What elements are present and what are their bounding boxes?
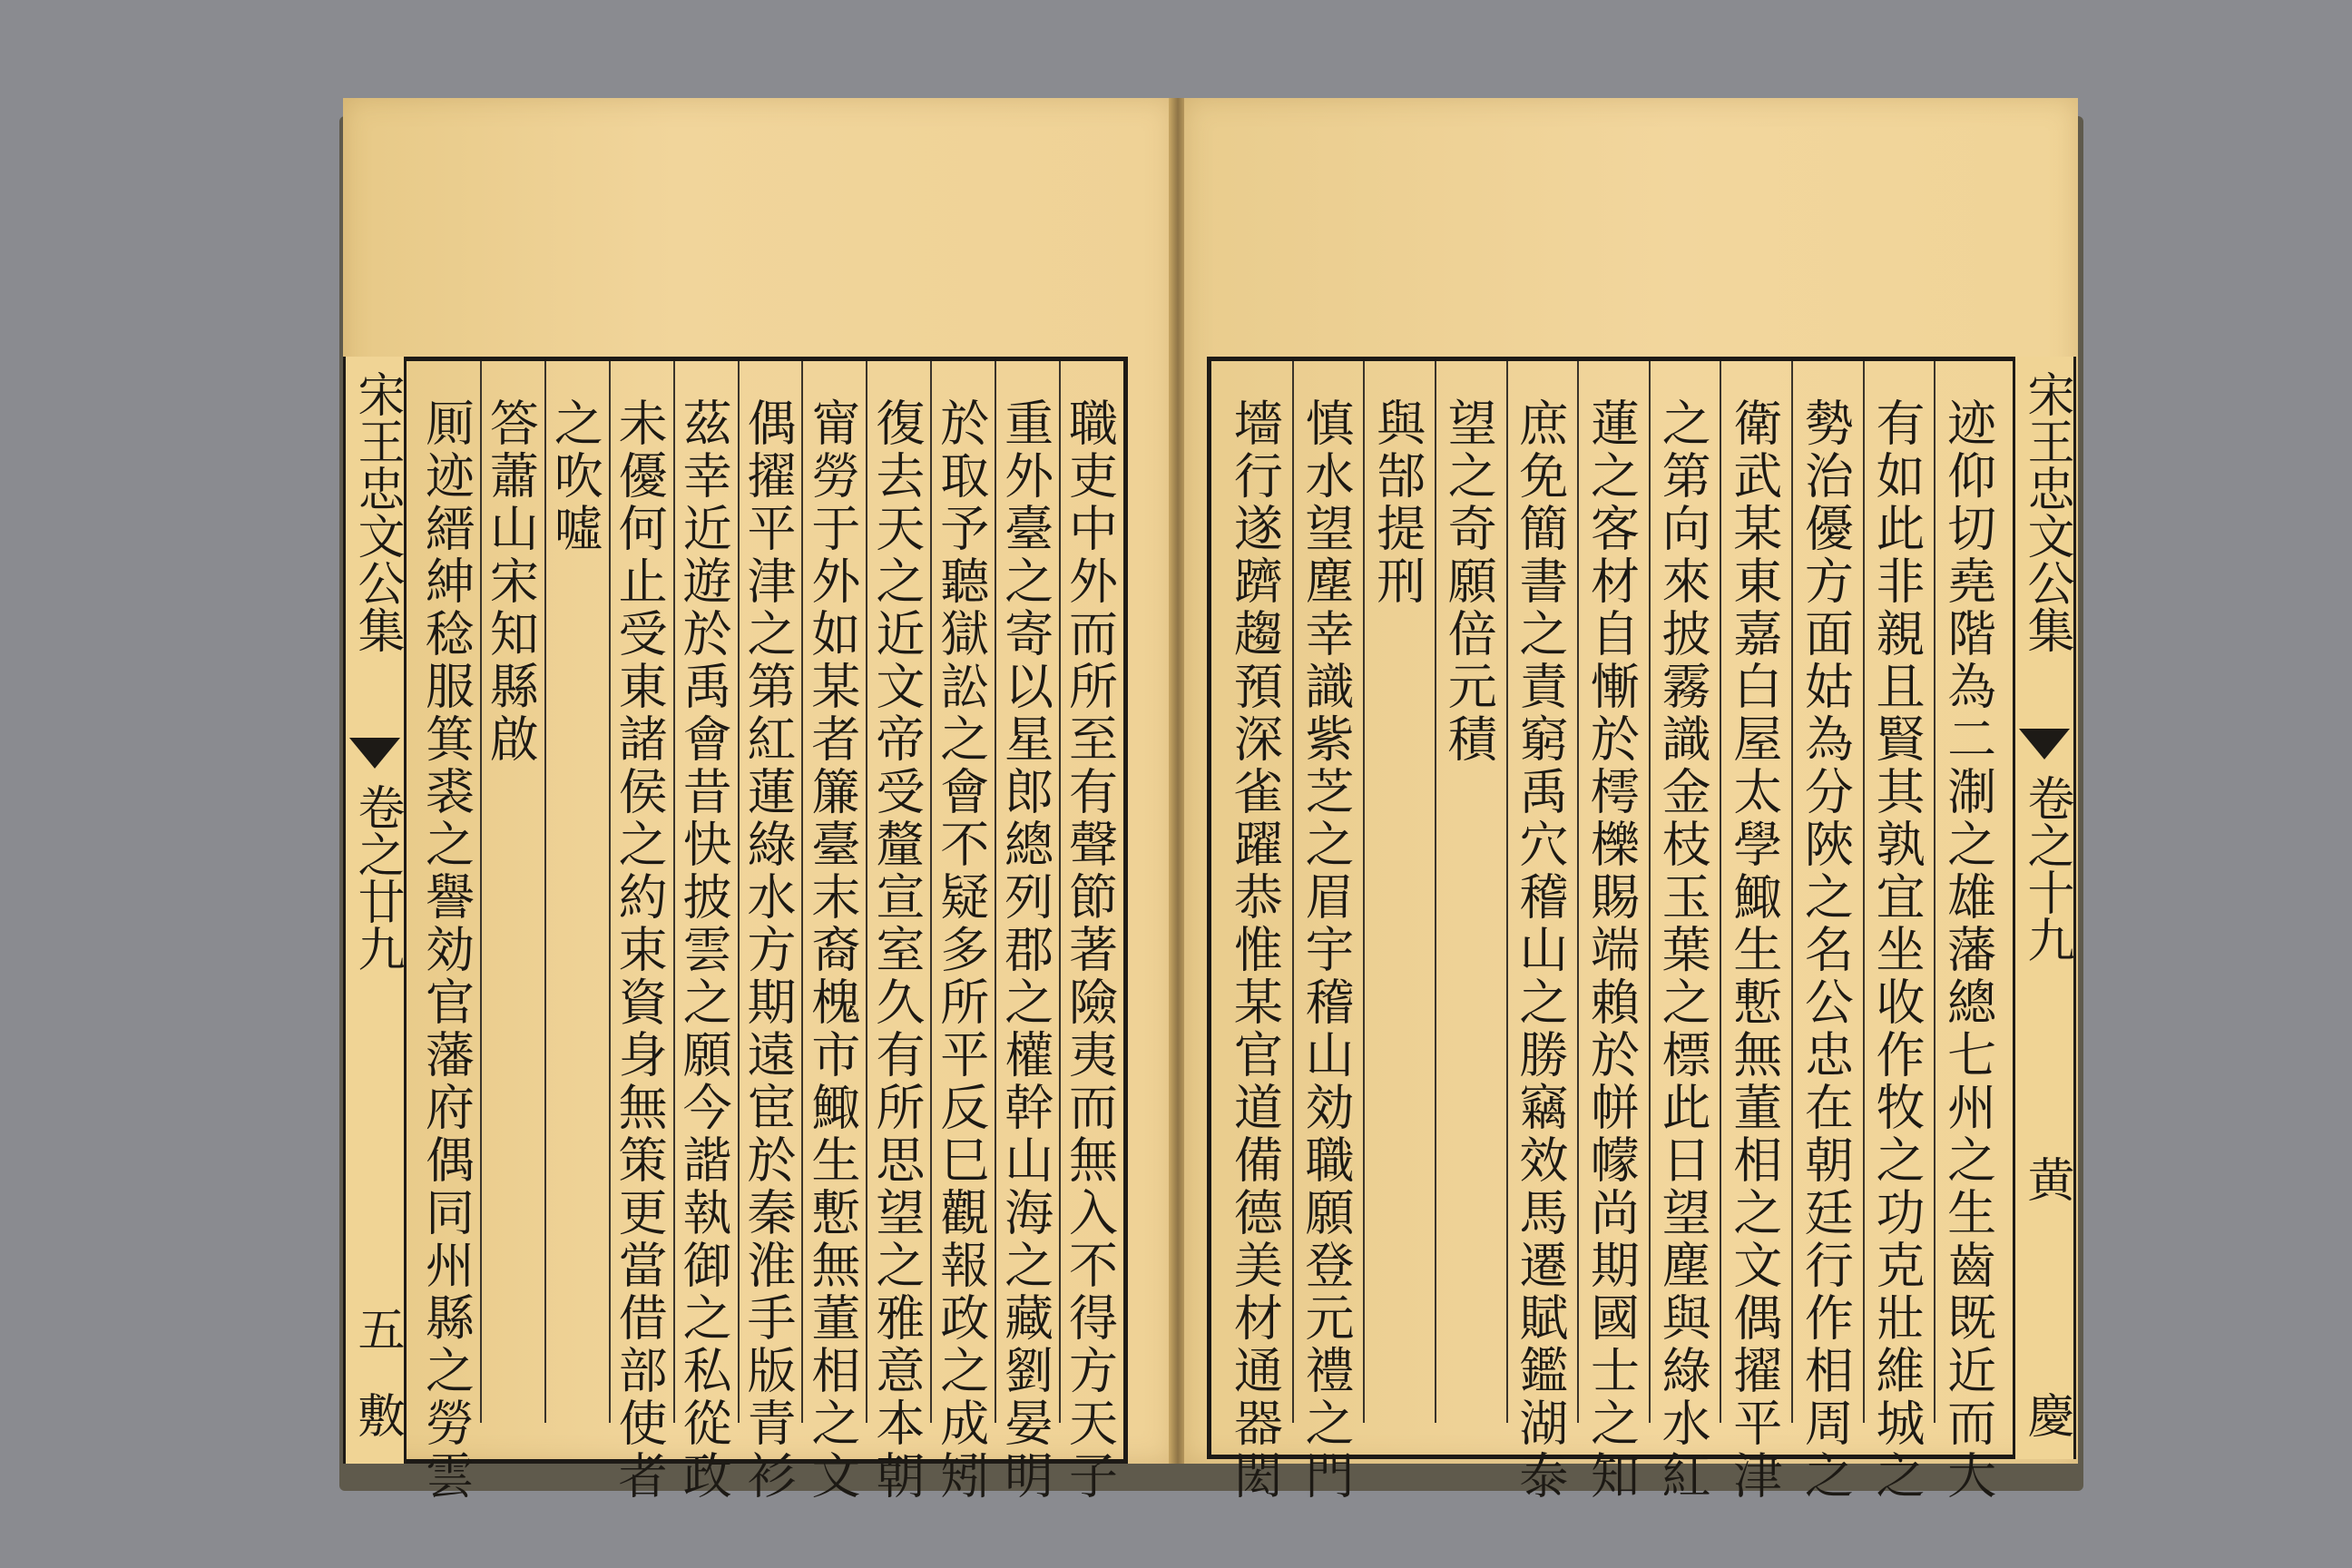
right-fishtail-mark (2019, 729, 2070, 760)
left-text-column: 之吹噓 (546, 397, 604, 555)
right-text-column: 墻行遂躋趨預深雀躍恭惟某官道備德美材通器閎 (1226, 397, 1284, 1503)
left-text-column: 茲幸近遊於禹會昔快披雲之願今諧執御之私從政 (675, 397, 733, 1503)
left-text-column: 厠迹縉紳稔服箕裘之譽効官藩府偶同州縣之勞雲 (417, 397, 475, 1503)
right-banner-title: 宋王忠文公集 (2019, 370, 2073, 653)
open-book (336, 98, 2080, 1503)
right-column-rule (1506, 361, 1508, 1423)
left-banner-title: 宋王忠文公集 (349, 370, 404, 653)
left-text-column: 重外臺之寄以星郎總列郡之權幹山海之藏劉晏明 (996, 397, 1054, 1503)
left-column-rule (673, 361, 675, 1423)
right-text-column: 迹仰切堯階為二淛之雄藩總七州之生齒既近而大 (1939, 397, 1997, 1503)
right-column-rule (1934, 361, 1936, 1423)
right-text-column: 與郜提刑 (1368, 397, 1426, 608)
right-text-column: 之第向來披霧識金枝玉葉之標此日望塵與綠水紅 (1654, 397, 1712, 1503)
left-column-rule (738, 361, 740, 1423)
left-text-column: 未優何止受東諸侯之約束資身無策更當借部使者 (611, 397, 669, 1503)
left-banner-bottom: 五 (349, 1305, 404, 1352)
left-text-column: 於取予聽獄訟之會不疑多所平反巳觀報政之成矧 (932, 397, 990, 1503)
left-column-rule (544, 361, 546, 1423)
left-text-column: 復去天之近文帝受釐宣室久有所思望之雅意本朝 (867, 397, 926, 1503)
right-text-column: 庶免簡書之責窮禹穴稽山之勝竊效馬遷賦鑑湖泰 (1511, 397, 1569, 1503)
right-column-rule (1577, 361, 1579, 1423)
left-text-columns (416, 397, 1123, 1503)
left-page-banner (343, 357, 407, 1464)
left-fishtail-mark (349, 738, 400, 769)
left-column-rule (866, 361, 867, 1423)
left-text-column: 答蕭山宋知縣啟 (482, 397, 540, 766)
right-text-column: 望之奇願倍元積 (1440, 397, 1498, 766)
left-text-column: 甯勞于外如某者簾臺末裔槐市鯫生慙無董相之文 (803, 397, 861, 1503)
right-column-rule (1791, 361, 1793, 1423)
left-page (343, 98, 1173, 1503)
left-column-rule (480, 361, 482, 1423)
right-column-rule (1292, 361, 1294, 1423)
left-column-rule (995, 361, 996, 1423)
right-text-column: 有如此非親且賢其孰宜坐收作牧之功克壯維城之 (1868, 397, 1926, 1503)
right-text-columns (1220, 397, 2005, 1503)
left-banner-volume: 卷之廿九 (349, 783, 404, 972)
left-text-column: 偶擢平津之第紅蓮綠水方期遠宦於秦淮手版青衫 (740, 397, 797, 1503)
left-column-rule (930, 361, 932, 1423)
right-text-column: 蓮之客材自慚於樗櫟賜端賴於帡幪尚期國士之知 (1583, 397, 1641, 1503)
right-page-banner (2013, 357, 2076, 1459)
right-text-column: 慎水望塵幸識紫芝之眉宇稽山効職願登元禮之門 (1297, 397, 1355, 1503)
right-text-column: 衛武某東嘉白屋太學鯫生慙無董相之文偶擢平津 (1725, 397, 1783, 1503)
right-banner-volume: 卷之十九 (2019, 774, 2073, 963)
left-column-rule (801, 361, 803, 1423)
right-column-rule (1720, 361, 1721, 1423)
right-column-rule (1863, 361, 1865, 1423)
right-banner-top-mark: 黄 (2019, 1155, 2073, 1202)
left-banner-mark: 敷 (349, 1391, 404, 1438)
left-column-rule (1059, 361, 1061, 1423)
right-column-rule (1435, 361, 1436, 1423)
left-text-column: 職吏中外而所至有聲節著險夷而無入不得方天子 (1061, 397, 1119, 1503)
right-banner-bottom-mark: 慶 (2019, 1391, 2073, 1438)
right-column-rule (1363, 361, 1365, 1423)
right-page (1184, 98, 2078, 1503)
right-column-rule (1649, 361, 1651, 1423)
left-column-rule (609, 361, 611, 1423)
right-text-column: 勢治優方面姑為分陜之名公忠在朝廷行作相周之 (1797, 397, 1855, 1503)
